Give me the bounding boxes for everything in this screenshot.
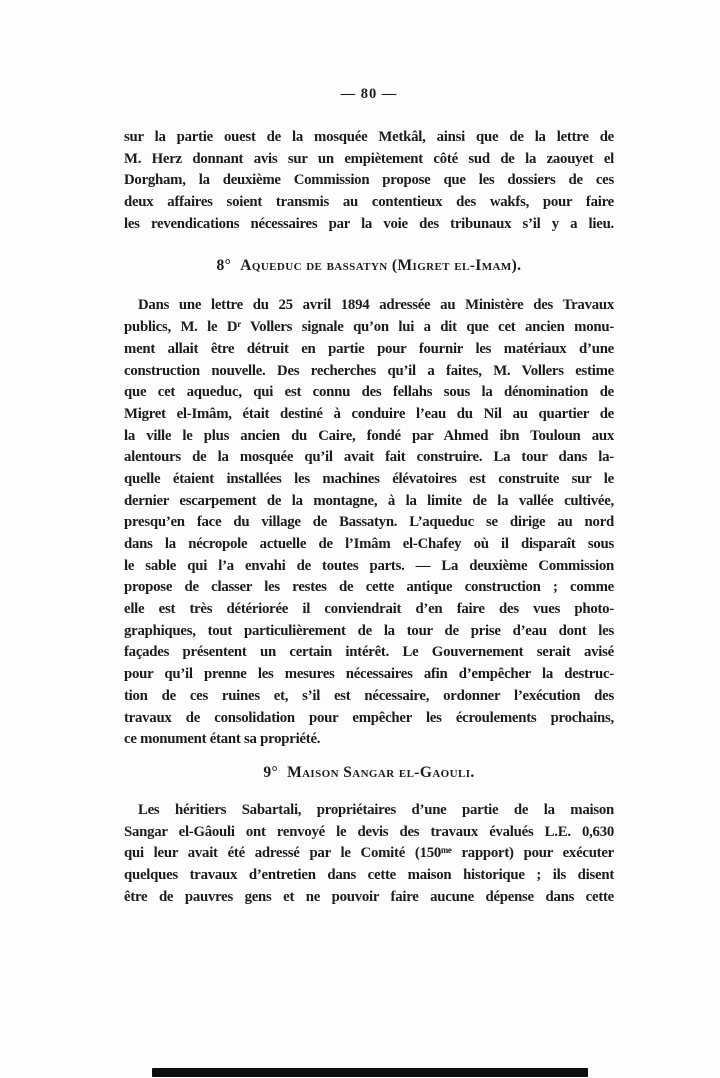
text-line: quelle étaient installées les machines élévatoires est construite sur le [124,470,614,487]
text-line: Sangar el-Gâouli ont renvoyé le devis des travaux évalués L.E. 0,630 [124,823,614,840]
text-line: construction nouvelle. Des recherches qu’il a faites, M. Vollers estime [124,362,614,379]
text-line: être de pauvres gens et ne pouvoir faire aucune dépense dans cette [124,888,614,905]
text-line: propose de classer les restes de cette antique construction ; comme [124,579,614,596]
text-line: deux affaires soient transmis au contentieux des wakfs, pour faire [124,194,614,211]
text-line: les revendications nécessaires par la voie des tribunaux s’il y a lieu. [124,215,614,232]
text-line: graphiques, tout particulièrement de la tour de prise d’eau dont les [124,622,614,639]
text-line: le sable qui l’a envahi de toutes parts. — La deuxième Commission [124,557,614,574]
text-line: M. Herz donnant avis sur un empiètement côté sud de la zaouyet el [124,150,614,167]
section-8-number: 8° [216,257,232,275]
section-9-paragraph [124,800,614,908]
text-line: publics, M. le Dʳ Vollers signale qu’on lui a dit que cet ancien monu- [124,319,614,336]
section-8-title: Aqueduc de bassatyn (Migret el-Imam). [240,257,522,275]
section-8-paragraph [124,295,614,750]
text-line: pour qu’il prenne les mesures nécessaires afin d’empêcher la destruc- [124,666,614,683]
text-line: la ville le plus ancien du Caire, fondé par Ahmed ibn Touloun aux [124,427,614,444]
text-line: elle est très détériorée il conviendrait d’en faire des vues photo- [124,601,614,618]
section-9-number: 9° [263,763,279,781]
text-line: Dorgham, la deuxième Commission propose que les dossiers de ces [124,172,614,189]
scan-artifact-bar [152,1068,588,1077]
text-line: qui leur avait été adressé par le Comité (150ᵐᵉ rapport) pour exécuter [124,845,614,862]
text-line: quelques travaux d’entretien dans cette maison historique ; ils disent [124,866,614,883]
text-line: façades présentent un certain intérêt. Le Gouvernement serait avisé [124,644,614,661]
text-line: alentours de la mosquée qu’il avait fait construire. La tour dans la- [124,449,614,466]
text-line: ce monument étant sa propriété. [124,731,321,748]
text-line: dans la nécropole actuelle de l’Imâm el-Chafey où il disparaît sous [124,536,614,552]
page-number: — 80 — [340,86,398,102]
text-line: que cet aqueduc, qui est connu des fellahs sous la dénomination de [124,384,614,401]
text-line: dernier escarpement de la montagne, à la limite de la vallée cultivée, [124,492,614,509]
intro-paragraph [124,127,614,235]
section-9-heading [124,764,614,782]
text-line: Dans une lettre du 25 avril 1894 adressée au Ministère des Travaux [138,297,614,314]
text-line: tion de ces ruines et, s’il est nécessaire, ordonner l’exécution des [124,687,614,704]
text-line: travaux de consolidation pour empêcher les écroulements prochains, [124,709,614,726]
section-9-title: Maison Sangar el-Gaouli. [287,763,475,781]
section-8-heading [124,257,614,275]
text-line: Les héritiers Sabartali, propriétaires d’une partie de la maison [138,801,614,818]
text-line: presqu’en face du village de Bassatyn. L’aqueduc se dirige au nord [124,514,614,531]
text-line: Migret el-Imâm, était destiné à conduire l’eau du Nil au quartier de [124,405,614,422]
document-page [124,0,614,908]
text-line: ment allait être détruit en partie pour fournir les matériaux d’une [124,340,614,357]
text-line: sur la partie ouest de la mosquée Metkâl, ainsi que de la lettre de [124,129,614,145]
